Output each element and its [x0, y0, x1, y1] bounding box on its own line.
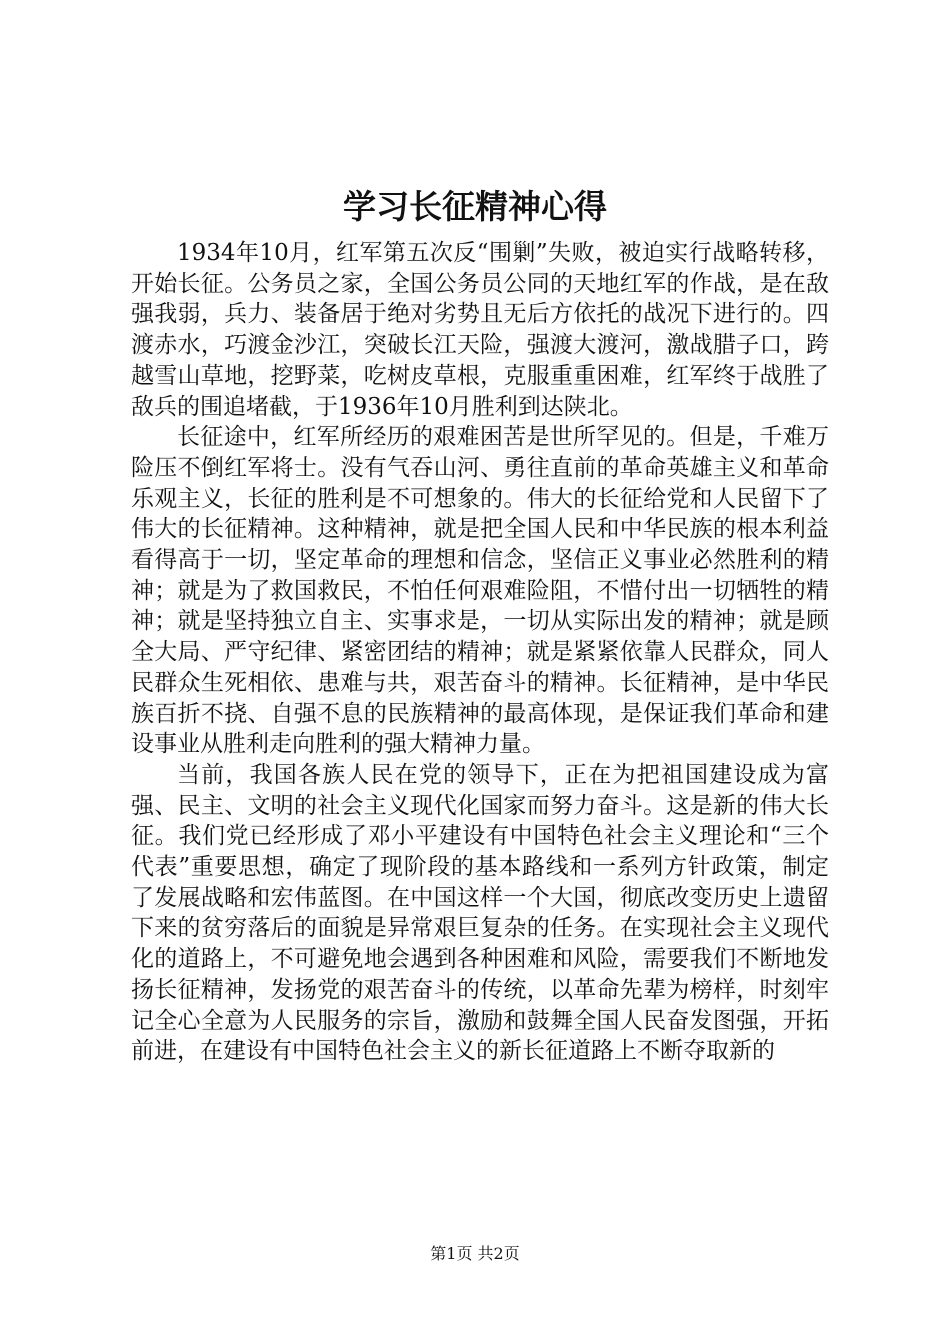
paragraph-2: 长征途中，红军所经历的艰难困苦是世所罕见的。但是，千难万险压不倒红军将士。没有气吞山河、勇往直前的革命英雄主义和革命乐观主义，长征的胜利是不可想象的。伟大的长征给党和人民留下了伟大的长征精神。这种精神，就是把全国人民和中华民族的根本利益看得高于一切，坚定革命的理想和信念，坚信正义事业必然胜利的精神；就是为了救国救民，不怕任何艰难险阻，不惜付出一切牺牲的精神；就是坚持独立自主、实事求是，一切从实际出发的精神；就是顾全大局、严守纪律、紧密团结的精神；就是紧紧依靠人民群众，同人民群众生死相依、患难与共，艰苦奋斗的精神。长征精神，是中华民族百折不挠、自强不息的民族精神的最高体现，是保证我们革命和建设事业从胜利走向胜利的强大精神力量。	[131, 424, 829, 758]
document-body	[131, 238, 829, 1067]
page-footer: 第1页 共2页	[430, 1244, 520, 1263]
paragraph-1: 1934年10月，红军第五次反“围剿”失败，被迫实行战略转移，开始长征。公务员之家，全国公务员公同的天地红军的作战，是在敌强我弱，兵力、装备居于绝对劣势且无后方依托的战况下进行的。四渡赤水，巧渡金沙江，突破长江天险，强渡大渡河，激战腊子口，跨越雪山草地，挖野菜，吃树皮草根，克服重重困难，红军终于战胜了敌兵的围追堵截，于1936年10月胜利到达陕北。	[131, 240, 829, 420]
document-title: 学习长征精神心得	[343, 187, 607, 226]
paragraph-3: 当前，我国各族人民在党的领导下，正在为把祖国建设成为富强、民主、文明的社会主义现代化国家而努力奋斗。这是新的伟大长征。我们党已经形成了邓小平建设有中国特色社会主义理论和“三个代表”重要思想，确定了现阶段的基本路线和一系列方针政策，制定了发展战略和宏伟蓝图。在中国这样一个大国，彻底改变历史上遗留下来的贫穷落后的面貌是异常艰巨复杂的任务。在实现社会主义现代化的道路上，不可避免地会遇到各种困难和风险，需要我们不断地发扬长征精神，发扬党的艰苦奋斗的传统，以革命先辈为榜样，时刻牢记全心全意为人民服务的宗旨，激励和鼓舞全国人民奋发图强，开拓前进，在建设有中国特色社会主义的新长征道路上不断夺取新的	[131, 761, 829, 1065]
